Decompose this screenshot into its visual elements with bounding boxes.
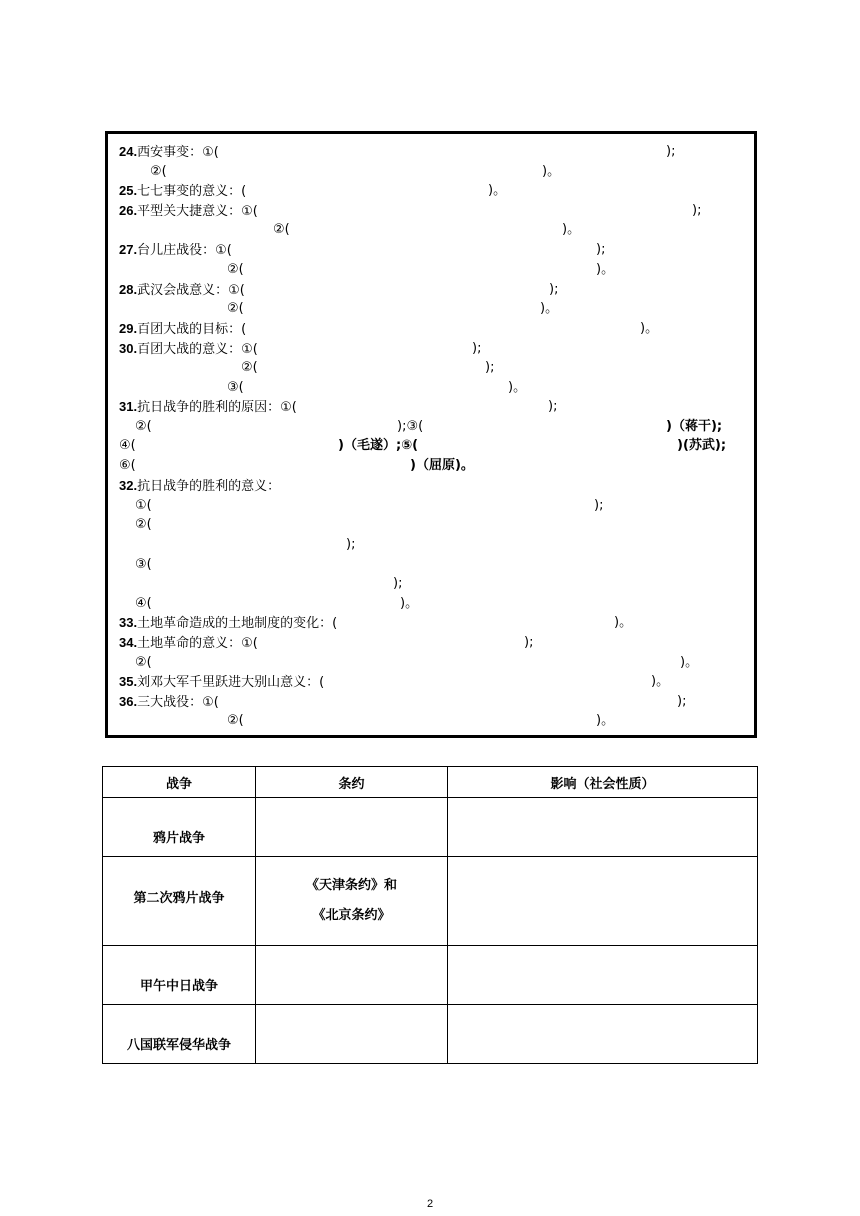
item-36-line1 [119,693,219,712]
item-34-line2-end: )。 [680,655,699,670]
item-number: 33. [119,615,138,630]
item-text: 七七事变的意义：( [137,184,247,199]
header-treaty: 条约 [256,767,448,798]
item-30-line1-end: ); [472,341,482,356]
item-24-line2-end: )。 [542,164,561,179]
item-27-line1-end: ); [596,242,606,257]
item-32-a: ①( [135,498,152,513]
item-26-line1 [119,202,258,221]
item-number: 34. [119,635,138,650]
item-text: 刘邓大军千里跃进大别山意义：( [137,675,325,690]
item-text: 抗日战争的胜利的意义： [137,479,281,494]
item-32-b-end: ); [346,537,356,552]
item-28-line1 [119,281,245,300]
treaty-line-1: 《天津条约》和 [305,878,397,893]
item-text: 土地革命的意义：①( [137,636,258,651]
item-32-d: ④( [135,596,152,611]
item-29 [119,320,246,339]
item-35-end: )。 [651,674,670,689]
item-32-d-end: )。 [400,596,419,611]
item-31-line1 [119,398,297,417]
item-number: 35. [119,674,138,689]
item-number: 26. [119,203,138,218]
item-text: 百团大战的目标：( [137,322,247,337]
item-35 [119,673,324,692]
item-28-line2: ②( [227,301,244,316]
item-24-line1-end: ); [666,144,676,159]
war-treaty-table [102,766,758,1064]
item-26-line2-end: )。 [562,222,581,237]
item-number: 24. [119,144,138,159]
page-number: 2 [426,1198,434,1210]
item-number: 30. [119,341,138,356]
item-34-line2: ②( [135,655,152,670]
item-32 [119,477,280,496]
item-number: 36. [119,694,138,709]
item-24-line2: ②( [150,164,167,179]
war-cell: 甲午中日战争 [103,946,256,1005]
item-number: 25. [119,183,138,198]
treaty-cell [256,1005,448,1064]
item-34-line1-end: ); [524,635,534,650]
item-31-line4: ⑥( [119,458,136,473]
item-31-line1-end: ); [548,399,558,414]
item-text: 百团大战的意义：①( [137,342,258,357]
item-31-line2: ②( [135,419,152,434]
header-war: 战争 [103,767,256,798]
item-33-end: )。 [614,615,633,630]
item-27-line1 [119,241,232,260]
item-text: 平型关大捷意义：①( [137,204,258,219]
item-36-line2: ②( [227,713,244,728]
item-number: 27. [119,242,138,257]
item-33 [119,614,337,633]
item-36-line1-end: ); [677,694,687,709]
item-text: 台儿庄战役：①( [137,243,232,258]
war-cell: 鸦片战争 [103,798,256,857]
item-30-line1 [119,340,258,359]
item-27-line2: ②( [227,262,244,277]
impact-cell [448,1005,758,1064]
item-32-b: ②( [135,517,152,532]
item-27-line2-end: )。 [596,262,615,277]
item-text: 土地革命造成的土地制度的变化：( [137,616,338,631]
item-32-c: ③( [135,557,152,572]
treaty-cell [256,946,448,1005]
table-header-row [103,767,758,798]
item-28-line2-end: )。 [540,301,559,316]
header-impact: 影响（社会性质） [448,767,758,798]
impact-cell [448,946,758,1005]
table-row [103,798,758,857]
item-29-end: )。 [640,321,659,336]
item-30-line2: ②( [241,360,258,375]
item-number: 29. [119,321,138,336]
war-cell: 第二次鸦片战争 [103,857,256,946]
item-25-end: )。 [488,183,507,198]
item-text: 三大战役：①( [137,695,219,710]
item-30-line3: ③( [227,380,244,395]
treaty-cell [256,857,448,946]
treaty-line-2: 《北京条约》 [312,908,391,923]
item-30-line3-end: )。 [508,380,527,395]
item-31-line2-end: )（蒋干); [666,419,723,434]
item-32-c-end: ); [393,576,403,591]
item-32-a-end: ); [594,498,604,513]
item-34-line1 [119,634,258,653]
impact-cell [448,798,758,857]
item-31-line2-mid: );③( [397,419,424,434]
war-cell: 八国联军侵华战争 [103,1005,256,1064]
treaty-cell [256,798,448,857]
item-31-line4-end: )（屈原)。 [410,458,474,473]
item-number: 28. [119,282,138,297]
item-number: 32. [119,478,138,493]
table-row [103,857,758,946]
item-30-line2-end: ); [485,360,495,375]
item-26-line2: ②( [273,222,290,237]
item-25 [119,182,246,201]
item-31-line3: ④( [119,438,136,453]
item-31-line3-mid: )（毛遂）;⑤( [338,438,419,453]
item-text: 武汉会战意义：①( [137,283,245,298]
item-28-line1-end: ); [549,282,559,297]
item-26-line1-end: ); [692,203,702,218]
table-row [103,1005,758,1064]
item-text: 西安事变：①( [137,145,219,160]
item-text: 抗日战争的胜利的原因：①( [137,400,297,415]
item-36-line2-end: )。 [596,713,615,728]
item-24-line1 [119,143,219,162]
item-number: 31. [119,399,138,414]
table-row [103,946,758,1005]
item-31-line3-end: )(苏武); [677,438,727,453]
impact-cell [448,857,758,946]
